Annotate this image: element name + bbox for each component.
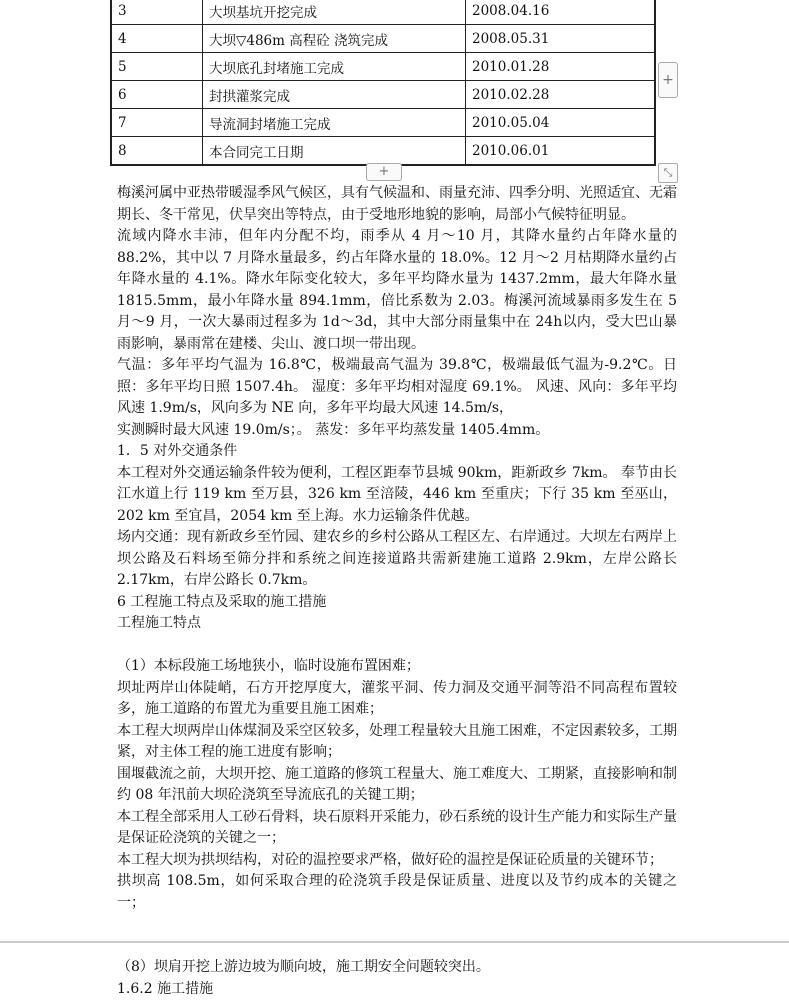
row-number-cell: 5 [111, 53, 203, 81]
paragraph: 本工程全部采用人工砂石骨料，块石原料开采能力，砂石系统的设计生产能力和实际生产量是保证砼浇筑的关键之一； [117, 807, 677, 850]
paragraph: 1．5 对外交通条件 [117, 441, 677, 463]
date-cell: 2010.06.01 [466, 137, 656, 166]
schedule-table [110, 0, 656, 166]
date-cell: 2008.04.16 [466, 0, 656, 25]
paragraph: 流域内降水丰沛，但年内分配不均，雨季从 4 月～10 月，其降水量约占年降水量的 88.2%，其中以 7 月降水量最多，约占年降水量的 18.0%。12 月～2 月枯期降水量约占年降水量的 4.1%。降水年际变化较大，多年平均降水量为 1437.2mm，最大年降水量 1815.5mm，最小年降水量 894.1mm，倍比系数为 2.03。梅溪河流域暴雨多发生在 5 月～9 月，一次大暴雨过程多为 1d～3d，其中大部分雨量集中在 24h以内，受大巴山暴雨影响，暴雨常在建楼、尖山、渡口坝一带出现。 [117, 226, 677, 355]
paragraph: 1.6.2 施工措施 [117, 979, 677, 1000]
date-cell: 2008.05.31 [466, 25, 656, 53]
paragraph: 坝址两岸山体陡峭，石方开挖厚度大，灌浆平洞、传力洞及交通平洞等沿不同高程布置较多，施工道路的布置尤为重要且施工困难； [117, 678, 677, 721]
resize-icon: ⤡ [664, 166, 673, 179]
table-row [111, 109, 655, 137]
row-number-cell: 3 [111, 0, 203, 25]
date-cell: 2010.01.28 [466, 53, 656, 81]
table-row [111, 25, 655, 53]
milestone-cell: 封拱灌浆完成 [203, 81, 466, 109]
table-row [111, 137, 655, 166]
table-row [111, 81, 655, 109]
paragraph: 本工程大坝为拱坝结构，对砼的温控要求严格，做好砼的温控是保证砼质量的关键环节； [117, 850, 677, 872]
paragraph: 实测瞬时最大风速 19.0m/s；。 蒸发：多年平均蒸发量 1405.4mm。 [117, 420, 677, 442]
paragraph: 拱坝高 108.5m，如何采取合理的砼浇筑手段是保证质量、进度以及节约成本的关键之一； [117, 871, 677, 914]
paragraph: 工程施工特点 [117, 613, 677, 635]
paragraph: 气温：多年平均气温为 16.8℃，极端最高气温为 39.8℃，极端最低气温为-9.2℃。日照：多年平均日照 1507.4h。 湿度：多年平均相对湿度 69.1%。 风速、风向：多年平均风速 1.9m/s，风向多为 NE 向，多年平均最大风速 14.5m/s， [117, 355, 677, 420]
row-number-cell: 8 [111, 137, 203, 166]
add-row-button[interactable] [366, 163, 402, 181]
paragraph [117, 936, 677, 958]
paragraph: 本工程对外交通运输条件较为便利，工程区距奉节县城 90km，距新政乡 7km。 奉节由长江水道上行 119 km 至万县，326 km 至涪陵，446 km 至重庆；下行 35 km 至巫山，202 km 至宜昌，2054 km 至上海。水力运输条件优越。 [117, 463, 677, 528]
table-resize-handle[interactable] [658, 163, 678, 183]
row-number-cell: 6 [111, 81, 203, 109]
milestone-cell: 大坝基坑开挖完成 [203, 0, 466, 25]
row-number-cell: 4 [111, 25, 203, 53]
add-column-button[interactable] [658, 62, 678, 98]
paragraph: 本工程大坝两岸山体煤洞及采空区较多，处理工程量较大且施工困难，不定因素较多，工期紧，对主体工程的施工进度有影响； [117, 721, 677, 764]
paragraph: 梅溪河属中亚热带暖湿季风气候区，具有气候温和、雨量充沛、四季分明、光照适宜、无霜期长、冬干常见，伏旱突出等特点，由于受地形地貌的影响，局部小气候特征明显。 [117, 183, 677, 226]
milestone-cell: 大坝▽486m 高程砼 浇筑完成 [203, 25, 466, 53]
milestone-cell: 大坝底孔封堵施工完成 [203, 53, 466, 81]
milestone-cell: 本合同完工日期 [203, 137, 466, 166]
paragraph: （1）本标段施工场地狭小，临时设施布置困难； [117, 656, 677, 678]
row-number-cell: 7 [111, 109, 203, 137]
paragraph [117, 635, 677, 657]
table-row [111, 0, 655, 25]
date-cell: 2010.02.28 [466, 81, 656, 109]
document-body [117, 183, 677, 1000]
table-row [111, 53, 655, 81]
paragraph: （8）坝肩开挖上游边坡为顺向坡，施工期安全问题较突出。 [117, 957, 677, 979]
paragraph: 6 工程施工特点及采取的施工措施 [117, 592, 677, 614]
date-cell: 2010.05.04 [466, 109, 656, 137]
milestone-cell: 导流洞封堵施工完成 [203, 109, 466, 137]
paragraph [117, 914, 677, 936]
paragraph: 场内交通：现有新政乡至竹园、建农乡的乡村公路从工程区左、右岸通过。大坝左右两岸上坝公路及石料场至筛分拌和系统之间连接道路共需新建施工道路 2.9km，左岸公路长 2.17km，右岸公路长 0.7km。 [117, 527, 677, 592]
plus-icon: + [662, 72, 674, 88]
paragraph: 围堰截流之前，大坝开挖、施工道路的修筑工程量大、施工难度大、工期紧，直接影响和制约 08 年汛前大坝砼浇筑至导流底孔的关键工期； [117, 764, 677, 807]
plus-icon: + [379, 164, 390, 179]
